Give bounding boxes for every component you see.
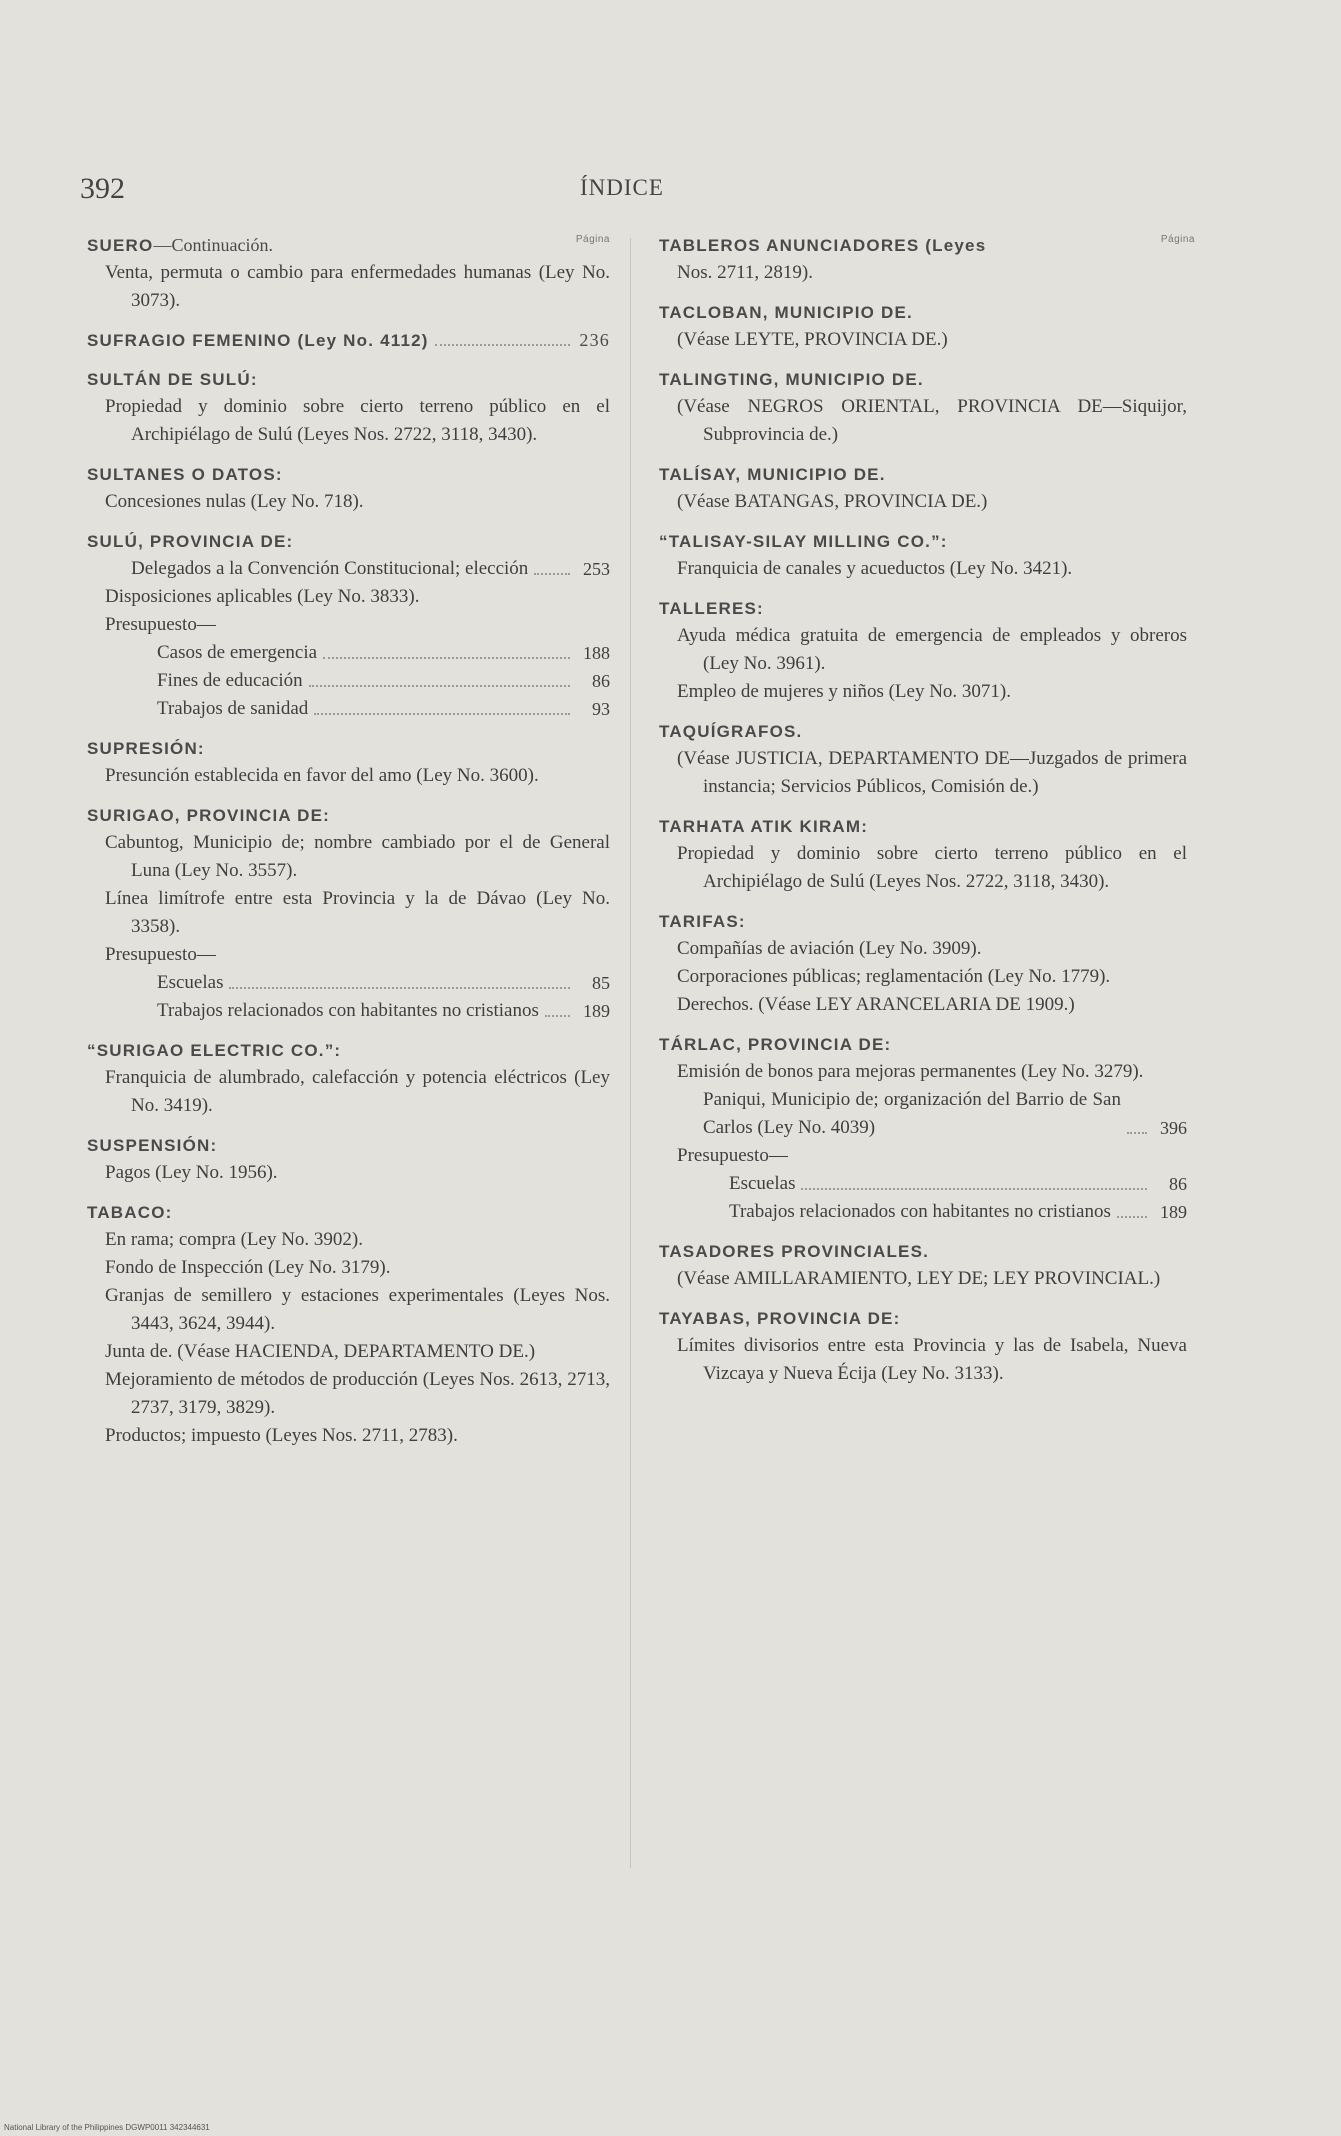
index-entry bbox=[85, 366, 610, 449]
leader-dots bbox=[323, 657, 570, 659]
heading-text: TABLEROS ANUNCIADORES (Leyes bbox=[659, 236, 987, 255]
index-entry bbox=[657, 528, 1187, 583]
subentry-text: Delegados a la Convención Constitucional; elección bbox=[131, 558, 529, 579]
entry-heading bbox=[657, 1305, 1187, 1332]
subentry: Franquicia de canales y acueductos (Ley No. 3421). bbox=[677, 558, 1073, 579]
heading-text: SULÚ, PROVINCIA DE: bbox=[87, 532, 294, 551]
heading-text: TAYABAS, PROVINCIA DE: bbox=[659, 1309, 901, 1328]
index-entry bbox=[657, 461, 1187, 516]
subentry: Línea limítrofe entre esta Provincia y la de Dávao (Ley No. 3358). bbox=[105, 888, 610, 937]
subentry-row bbox=[85, 555, 610, 583]
pagina-label-left: Página bbox=[575, 234, 610, 245]
entry-heading bbox=[657, 528, 1187, 555]
entry-heading bbox=[657, 366, 1187, 393]
leader-dots bbox=[1117, 1216, 1147, 1218]
leader-dots bbox=[801, 1188, 1147, 1190]
subentry-text: Trabajos relacionados con habitantes no cristianos bbox=[157, 1000, 539, 1021]
subentry-row bbox=[85, 639, 610, 667]
entry-heading bbox=[85, 461, 610, 488]
leader-dots bbox=[534, 573, 570, 575]
subentry: Ayuda médica gratuita de emergencia de empleados y obreros (Ley No. 3961). bbox=[677, 625, 1187, 674]
index-entry bbox=[85, 1037, 610, 1120]
index-entry bbox=[657, 595, 1187, 706]
subentry-text: Paniqui, Municipio de; organización del Barrio de San Carlos (Ley No. 4039) bbox=[703, 1089, 1121, 1138]
subentry-row bbox=[657, 1086, 1187, 1142]
entry-heading bbox=[657, 461, 1187, 488]
heading-text: SUPRESIÓN: bbox=[87, 739, 205, 758]
page-ref: 86 bbox=[592, 671, 610, 691]
subentry: Disposiciones aplicables (Ley No. 3833). bbox=[105, 586, 420, 607]
page-ref: 188 bbox=[583, 643, 610, 663]
heading-text: TAQUÍGRAFOS. bbox=[659, 722, 803, 741]
subentry-text: Trabajos relacionados con habitantes no cristianos bbox=[729, 1201, 1111, 1222]
page-ref: 253 bbox=[583, 559, 610, 579]
index-entry bbox=[657, 908, 1187, 1019]
subentry: (Véase JUSTICIA, DEPARTAMENTO DE—Juzgados de primera instancia; Servicios Públicos, Comisión de.) bbox=[677, 748, 1187, 797]
subentry: (Véase BATANGAS, PROVINCIA DE.) bbox=[677, 491, 988, 512]
subentry: Franquicia de alumbrado, calefacción y potencia eléctricos (Ley No. 3419). bbox=[105, 1067, 610, 1116]
index-entry bbox=[85, 232, 610, 315]
entry-heading bbox=[657, 1238, 1187, 1265]
index-entry bbox=[85, 1132, 610, 1187]
subentry: Venta, permuta o cambio para enfermedades humanas (Ley No. 3073). bbox=[105, 262, 610, 311]
right-column bbox=[657, 232, 1195, 1400]
subentry: Cabuntog, Municipio de; nombre cambiado por el de General Luna (Ley No. 3557). bbox=[105, 832, 610, 881]
subentry: Derechos. (Véase LEY ARANCELARIA DE 1909.) bbox=[677, 994, 1075, 1015]
subentry-row bbox=[85, 969, 610, 997]
footer-credit: National Library of the Philippines DGWP0011 342344631 bbox=[4, 2123, 210, 2132]
page-ref: 85 bbox=[592, 973, 610, 993]
heading-text: TARIFAS: bbox=[659, 912, 746, 931]
continuation-label: —Continuación. bbox=[153, 235, 273, 255]
index-entry bbox=[85, 461, 610, 516]
subentry-row bbox=[657, 1198, 1187, 1226]
index-entry bbox=[657, 1031, 1187, 1226]
heading-text: “TALISAY-SILAY MILLING CO.”: bbox=[659, 532, 948, 551]
subentry-text: Escuelas bbox=[729, 1173, 796, 1194]
page-number: 392 bbox=[80, 172, 125, 205]
heading-text: SULTANES O DATOS: bbox=[87, 465, 283, 484]
index-entry bbox=[657, 366, 1187, 449]
subentry-text: Trabajos de sanidad bbox=[157, 698, 309, 719]
index-entry bbox=[85, 1199, 610, 1450]
heading-text: SULTÁN DE SULÚ: bbox=[87, 370, 258, 389]
entry-heading bbox=[85, 1199, 610, 1226]
heading-text: SUERO bbox=[87, 236, 154, 255]
subentry-row bbox=[85, 695, 610, 723]
leader-dots bbox=[314, 713, 570, 715]
page-ref: 93 bbox=[592, 699, 610, 719]
entry-heading bbox=[657, 718, 1187, 745]
subentry: Compañías de aviación (Ley No. 3909). bbox=[677, 938, 982, 959]
leader-dots bbox=[1127, 1132, 1147, 1134]
entry-heading bbox=[85, 528, 610, 555]
entry-heading bbox=[657, 299, 1187, 326]
heading-text: “SURIGAO ELECTRIC CO.”: bbox=[87, 1041, 342, 1060]
subentry: Nos. 2711, 2819). bbox=[677, 262, 813, 283]
subentry: Emisión de bonos para mejoras permanentes (Ley No. 3279). bbox=[677, 1061, 1144, 1082]
subentry-text: Fines de educación bbox=[157, 670, 303, 691]
subentry-row bbox=[85, 667, 610, 695]
heading-text: TACLOBAN, MUNICIPIO DE. bbox=[659, 303, 913, 322]
heading-text: TALLERES: bbox=[659, 599, 764, 618]
index-entry bbox=[85, 528, 610, 723]
leader-dots bbox=[545, 1015, 570, 1017]
column-divider bbox=[630, 238, 631, 1868]
entry-heading bbox=[85, 735, 610, 762]
subentry: Propiedad y dominio sobre cierto terreno público en el Archipiélago de Sulú (Leyes Nos. 2722, 3118, 3430). bbox=[677, 843, 1187, 892]
subentry: Propiedad y dominio sobre cierto terreno público en el Archipiélago de Sulú (Leyes Nos. 2722, 3118, 3430). bbox=[105, 396, 610, 445]
page-ref: 396 bbox=[1160, 1118, 1187, 1138]
index-entry bbox=[657, 1305, 1187, 1388]
subentry: Corporaciones públicas; reglamentación (Ley No. 1779). bbox=[677, 966, 1111, 987]
heading-text: TALINGTING, MUNICIPIO DE. bbox=[659, 370, 924, 389]
subentry: (Véase NEGROS ORIENTAL, PROVINCIA DE—Siquijor, Subprovincia de.) bbox=[677, 396, 1187, 445]
entry-heading bbox=[657, 595, 1187, 622]
subentry-text: Casos de emergencia bbox=[157, 642, 318, 663]
entry-heading bbox=[85, 802, 610, 829]
entry-heading bbox=[657, 813, 1187, 840]
leader-dots bbox=[309, 685, 570, 687]
heading-text: SURIGAO, PROVINCIA DE: bbox=[87, 806, 331, 825]
page-ref: 189 bbox=[1160, 1202, 1187, 1222]
index-entry bbox=[85, 802, 610, 1025]
running-title: ÍNDICE bbox=[580, 175, 664, 200]
index-entry bbox=[85, 735, 610, 790]
page-ref: 189 bbox=[583, 1001, 610, 1021]
subentry: Presupuesto— bbox=[105, 944, 216, 965]
subentry: Fondo de Inspección (Ley No. 3179). bbox=[105, 1257, 391, 1278]
subentry: Límites divisorios entre esta Provincia y las de Isabela, Nueva Vizcaya y Nueva Écija (Ley No. 3133). bbox=[677, 1335, 1187, 1384]
subentry-row bbox=[85, 997, 610, 1025]
subentry: Empleo de mujeres y niños (Ley No. 3071). bbox=[677, 681, 1012, 702]
subentry: En rama; compra (Ley No. 3902). bbox=[105, 1229, 363, 1250]
entry-heading bbox=[85, 1037, 610, 1064]
page-header bbox=[80, 172, 1220, 212]
subentry: Pagos (Ley No. 1956). bbox=[105, 1162, 278, 1183]
subentry: Granjas de semillero y estaciones experimentales (Leyes Nos. 3443, 3624, 3944). bbox=[105, 1285, 610, 1334]
entry-heading bbox=[657, 232, 1187, 259]
subentry: Concesiones nulas (Ley No. 718). bbox=[105, 491, 364, 512]
heading-text: TABACO: bbox=[87, 1203, 173, 1222]
entry-heading bbox=[657, 1031, 1187, 1058]
subentry: Presupuesto— bbox=[677, 1145, 788, 1166]
heading-text: TALÍSAY, MUNICIPIO DE. bbox=[659, 465, 886, 484]
subentry: Presunción establecida en favor del amo (Ley No. 3600). bbox=[105, 765, 539, 786]
heading-text: TÁRLAC, PROVINCIA DE: bbox=[659, 1035, 892, 1054]
leader-dots bbox=[229, 987, 570, 989]
pagina-label-right: Página bbox=[1160, 234, 1195, 245]
page-ref: 86 bbox=[1169, 1174, 1187, 1194]
index-entry bbox=[657, 718, 1187, 801]
subentry: Junta de. (Véase HACIENDA, DEPARTAMENTO DE.) bbox=[105, 1341, 536, 1362]
entry-heading: SUFRAGIO FEMENINO (Ley No. 4112) bbox=[87, 331, 429, 350]
index-entry bbox=[657, 1238, 1187, 1293]
index-entry bbox=[657, 299, 1187, 354]
entry-heading bbox=[85, 232, 610, 259]
heading-text: SUSPENSIÓN: bbox=[87, 1136, 218, 1155]
subentry-row bbox=[657, 1170, 1187, 1198]
subentry: Mejoramiento de métodos de producción (Leyes Nos. 2613, 2713, 2737, 3179, 3829). bbox=[105, 1369, 610, 1418]
entry-heading bbox=[85, 1132, 610, 1159]
subentry: Presupuesto— bbox=[105, 614, 216, 635]
subentry-text: Escuelas bbox=[157, 972, 224, 993]
entry-heading bbox=[657, 908, 1187, 935]
left-column bbox=[85, 232, 610, 1462]
leader-dots bbox=[435, 344, 570, 346]
page-ref: 236 bbox=[579, 330, 610, 350]
index-entry bbox=[657, 232, 1187, 287]
index-entry bbox=[85, 327, 610, 354]
heading-text: TARHATA ATIK KIRAM: bbox=[659, 817, 869, 836]
subentry: Productos; impuesto (Leyes Nos. 2711, 2783). bbox=[105, 1425, 458, 1446]
entry-heading-row bbox=[85, 327, 610, 354]
entry-heading bbox=[85, 366, 610, 393]
subentry: (Véase AMILLARAMIENTO, LEY DE; LEY PROVINCIAL.) bbox=[677, 1268, 1161, 1289]
heading-text: TASADORES PROVINCIALES. bbox=[659, 1242, 930, 1261]
subentry: (Véase LEYTE, PROVINCIA DE.) bbox=[677, 329, 948, 350]
index-entry bbox=[657, 813, 1187, 896]
